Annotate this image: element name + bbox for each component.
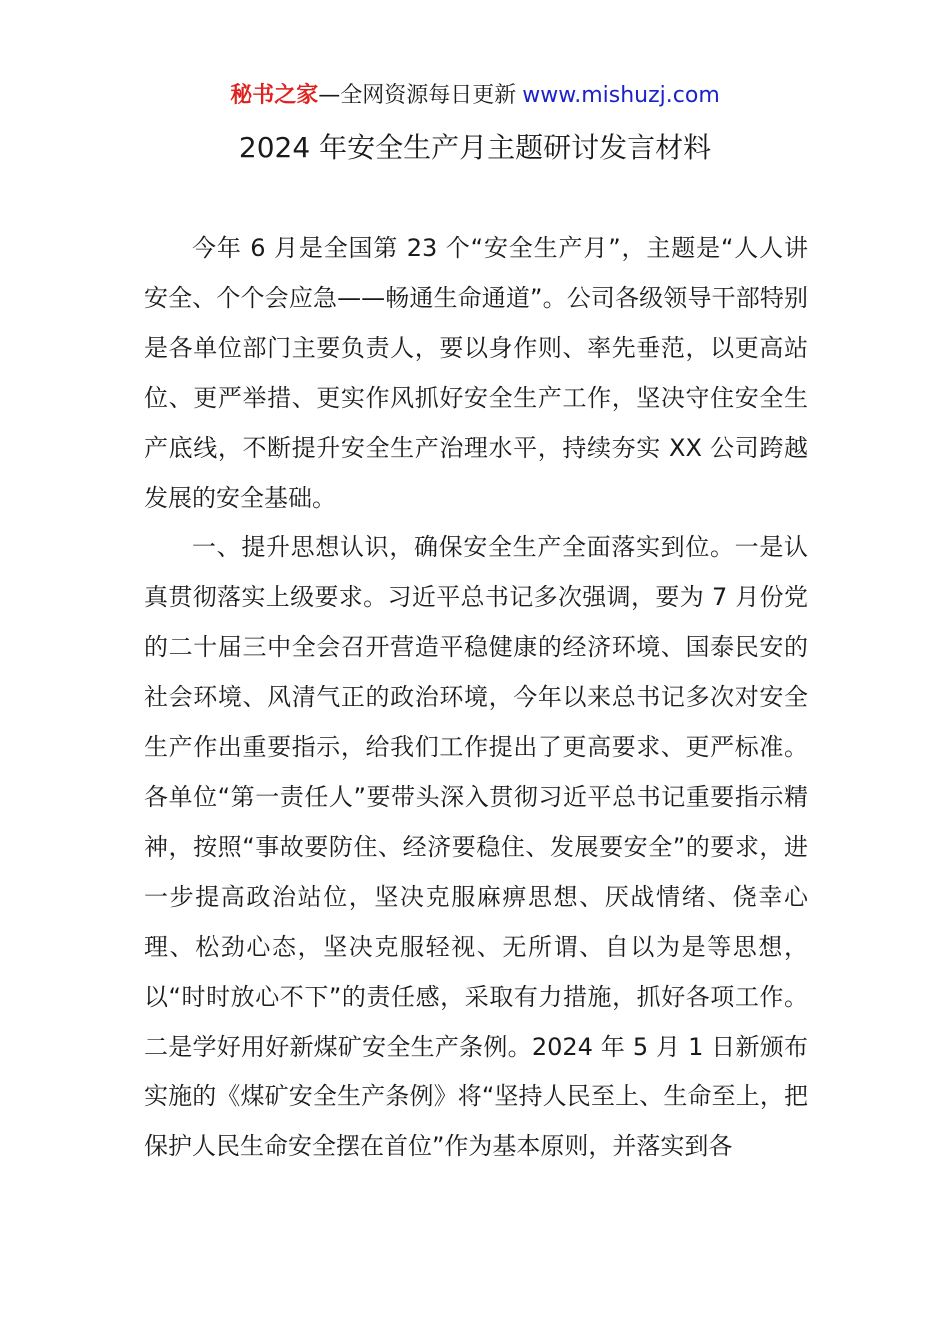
document-title: 2024 年安全生产月主题研讨发言材料 (238, 131, 712, 164)
site-header (0, 78, 950, 114)
document-body (144, 224, 808, 1172)
brand-name: 秘书之家 (230, 83, 319, 108)
paragraph-section-one: 一、提升思想认识，确保安全生产全面落实到位。一是认真贯彻落实上级要求。习近平总书记多次强调，要为 7 月份党的二十届三中全会召开营造平稳健康的经济环境、国泰民安的社会环境、风清气正的政治环境，今年以来总书记多次对安全生产作出重要指示，给我们工作提出了更高要求、更严标准。各单位“第一责任人”要带头深入贯彻习近平总书记重要指示精神，按照“事故要防住、经济要稳住、发展要安全”的要求，进一步提高政治站位，坚决克服麻痹思想、厌战情绪、侥幸心理、松劲心态，坚决克服轻视、无所谓、自以为是等思想，以“时时放心不下”的责任感，采取有力措施，抓好各项工作。二是学好用好新煤矿安全生产条例。2024 年 5 月 1 日新颁布实施的《煤矿安全生产条例》将“坚持人民至上、生命至上，把保护人民生命安全摆在首位”作为基本原则，并落实到各 (144, 533, 808, 1161)
paragraph-intro: 今年 6 月是全国第 23 个“安全生产月”，主题是“人人讲安全、个个会应急——畅通生命通道”。公司各级领导干部特别是各单位部门主要负责人，要以身作则、率先垂范，以更高站位、更严举措、更实作风抓好安全生产工作，坚决守住安全生产底线，不断提升安全生产治理水平，持续夯实 XX 公司跨越发展的安全基础。 (144, 234, 808, 512)
site-url-link[interactable]: www.mishuzj.com (522, 83, 720, 108)
header-slogan: —全网资源每日更新 (318, 83, 517, 108)
